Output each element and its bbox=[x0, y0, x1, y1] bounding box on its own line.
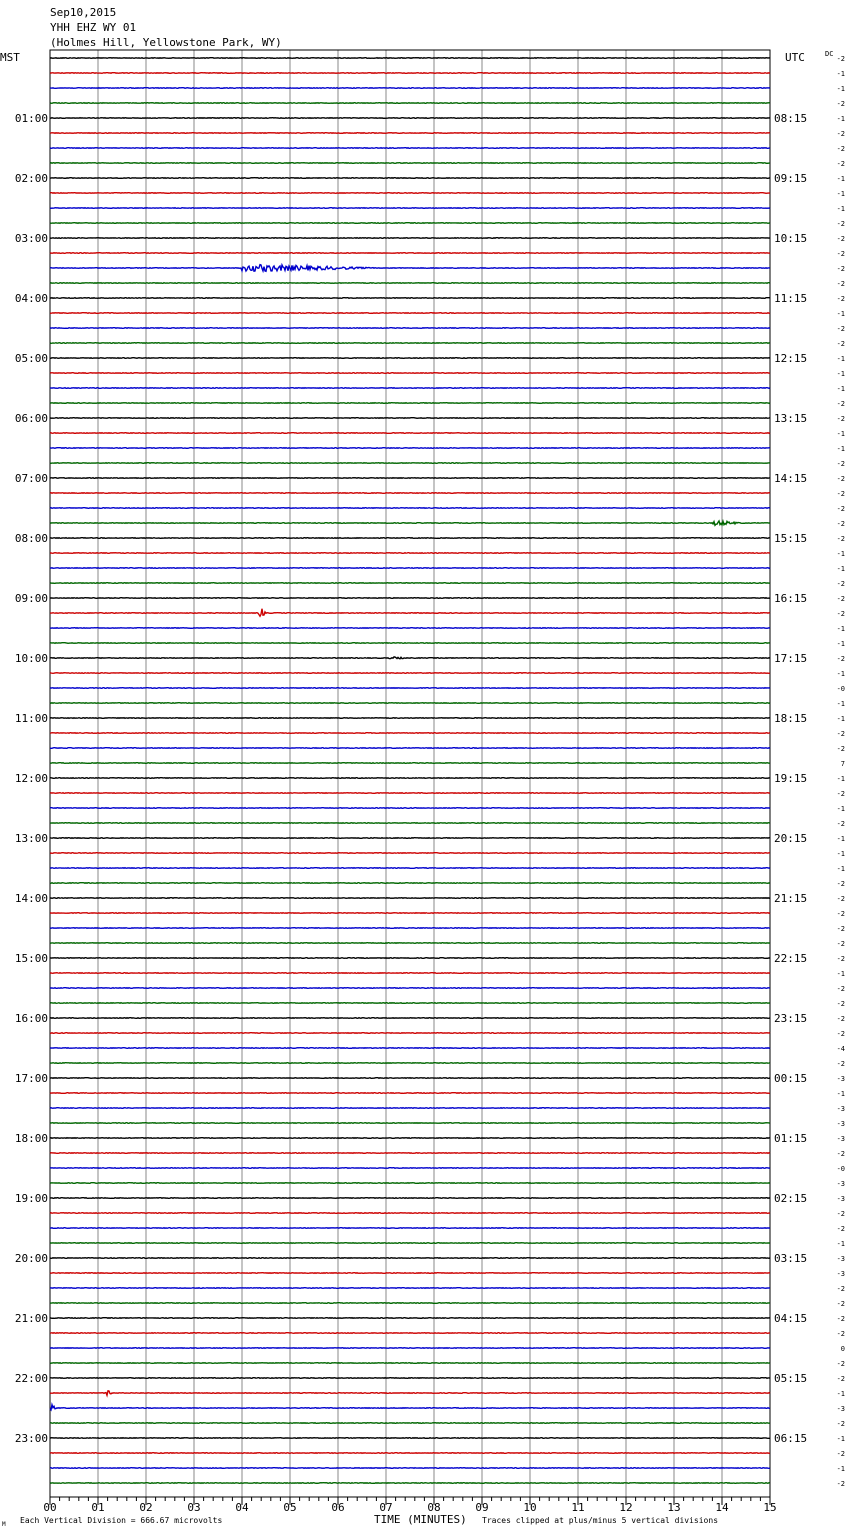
dc-offset-label: -2 bbox=[836, 340, 845, 348]
seismic-trace bbox=[50, 1288, 770, 1289]
dc-offset-label: -1 bbox=[836, 370, 845, 378]
utc-hour-label: 00:15 bbox=[774, 1072, 808, 1085]
utc-hour-label: 18:15 bbox=[774, 712, 808, 725]
x-tick-label: 03 bbox=[187, 1501, 201, 1514]
dc-offset-label: -2 bbox=[836, 100, 845, 108]
utc-hour-label: 02:15 bbox=[774, 1192, 808, 1205]
seismic-trace bbox=[50, 298, 770, 299]
seismic-trace bbox=[50, 403, 770, 404]
seismic-trace bbox=[50, 1228, 770, 1229]
dc-offset-label: -2 bbox=[836, 295, 845, 303]
dc-offset-label: -1 bbox=[836, 565, 845, 573]
dc-offset-label: -2 bbox=[836, 415, 845, 423]
dc-offset-label: -2 bbox=[836, 145, 845, 153]
seismic-trace bbox=[50, 148, 770, 149]
seismic-trace bbox=[50, 58, 770, 59]
utc-hour-label: 05:15 bbox=[774, 1372, 808, 1385]
seismic-trace bbox=[50, 538, 770, 539]
seismic-trace bbox=[50, 463, 770, 464]
seismic-trace bbox=[50, 703, 770, 704]
x-tick-label: 08 bbox=[427, 1501, 441, 1514]
dc-offset-label: -2 bbox=[836, 520, 845, 528]
utc-hour-label: 14:15 bbox=[774, 472, 808, 485]
mst-hour-label: 06:00 bbox=[14, 412, 48, 425]
seismic-trace bbox=[50, 103, 770, 104]
seismic-trace bbox=[50, 1003, 770, 1004]
seismic-trace bbox=[50, 433, 770, 434]
dc-offset-label: -2 bbox=[836, 325, 845, 333]
dc-offset-label: -1 bbox=[836, 385, 845, 393]
seismic-trace bbox=[50, 1108, 770, 1109]
dc-offset-label: -1 bbox=[836, 700, 845, 708]
mst-hour-label: 13:00 bbox=[14, 832, 48, 845]
dc-offset-label: -0 bbox=[836, 685, 845, 693]
seismic-trace bbox=[50, 1303, 770, 1304]
dc-offset-label: -3 bbox=[836, 1105, 845, 1113]
dc-offset-label: -1 bbox=[836, 430, 845, 438]
seismic-trace bbox=[50, 583, 770, 584]
dc-offset-label: -2 bbox=[836, 610, 845, 618]
dc-offset-label: -1 bbox=[836, 115, 845, 123]
mst-hour-label: 17:00 bbox=[14, 1072, 48, 1085]
mst-hour-label: 15:00 bbox=[14, 952, 48, 965]
dc-offset-label: -2 bbox=[836, 130, 845, 138]
x-axis-label: TIME (MINUTES) bbox=[374, 1513, 467, 1526]
dc-offset-label: -1 bbox=[836, 355, 845, 363]
seismic-trace bbox=[50, 1048, 770, 1049]
seismic-trace bbox=[50, 733, 770, 734]
seismic-trace bbox=[50, 628, 770, 629]
seismic-trace bbox=[50, 1258, 770, 1259]
dc-offset-label: -1 bbox=[836, 970, 845, 978]
seismic-trace bbox=[50, 988, 770, 989]
utc-hour-label: 21:15 bbox=[774, 892, 808, 905]
mst-hour-label: 19:00 bbox=[14, 1192, 48, 1205]
dc-offset-label: -1 bbox=[836, 310, 845, 318]
seismic-trace bbox=[50, 1138, 770, 1139]
dc-offset-label: -2 bbox=[836, 280, 845, 288]
dc-offset-label: -1 bbox=[836, 205, 845, 213]
dc-offset-label: -2 bbox=[836, 1420, 845, 1428]
seismic-trace bbox=[50, 898, 770, 899]
x-tick-label: 01 bbox=[91, 1501, 105, 1514]
dc-offset-label: -2 bbox=[836, 730, 845, 738]
scale-note: Each Vertical Division = 666.67 microvolts bbox=[20, 1516, 223, 1525]
x-tick-label: 04 bbox=[235, 1501, 249, 1514]
dc-offset-label: -1 bbox=[836, 1390, 845, 1398]
dc-offset-label: -2 bbox=[836, 1150, 845, 1158]
seismic-trace bbox=[50, 673, 770, 674]
dc-offset-label: -1 bbox=[836, 70, 845, 78]
dc-offset-label: -1 bbox=[836, 1435, 845, 1443]
x-tick-label: 12 bbox=[619, 1501, 633, 1514]
seismic-trace bbox=[50, 478, 770, 479]
utc-hour-label: 17:15 bbox=[774, 652, 808, 665]
seismic-trace bbox=[50, 238, 770, 239]
dc-offset-label: -2 bbox=[836, 1300, 845, 1308]
mst-hour-label: 08:00 bbox=[14, 532, 48, 545]
dc-offset-label: -2 bbox=[836, 655, 845, 663]
seismic-trace bbox=[50, 1378, 770, 1379]
dc-offset-label: -3 bbox=[836, 1120, 845, 1128]
dc-offset-label: 0 bbox=[840, 1345, 845, 1353]
dc-offset-label: -1 bbox=[836, 835, 845, 843]
seismic-trace bbox=[50, 718, 770, 719]
dc-offset-label: -2 bbox=[836, 220, 845, 228]
seismic-trace bbox=[50, 1273, 770, 1274]
utc-hour-label: 10:15 bbox=[774, 232, 808, 245]
seismic-trace bbox=[50, 1063, 770, 1064]
dc-offset-label: -2 bbox=[836, 1030, 845, 1038]
dc-offset-heading: DC bbox=[825, 50, 834, 58]
header-station: YHH EHZ WY 01 bbox=[50, 21, 137, 34]
seismic-trace bbox=[50, 133, 770, 134]
dc-offset-label: 7 bbox=[840, 760, 845, 768]
seismic-trace bbox=[50, 418, 770, 419]
dc-offset-label: -2 bbox=[836, 580, 845, 588]
seismic-trace bbox=[50, 358, 770, 359]
seismic-trace bbox=[50, 643, 770, 644]
dc-offset-label: -3 bbox=[836, 1255, 845, 1263]
mst-hour-label: 01:00 bbox=[14, 112, 48, 125]
dc-offset-label: -2 bbox=[836, 160, 845, 168]
dc-offset-label: -1 bbox=[836, 445, 845, 453]
seismic-trace bbox=[50, 958, 770, 959]
seismic-trace bbox=[50, 1168, 770, 1169]
mst-hour-label: 20:00 bbox=[14, 1252, 48, 1265]
utc-hour-label: 22:15 bbox=[774, 952, 808, 965]
dc-offset-label: -1 bbox=[836, 550, 845, 558]
seismic-trace bbox=[50, 823, 770, 824]
corner-mark: M bbox=[2, 1521, 6, 1528]
dc-offset-label: -3 bbox=[836, 1195, 845, 1203]
dc-offset-label: -0 bbox=[836, 1165, 845, 1173]
dc-offset-label: -1 bbox=[836, 1090, 845, 1098]
dc-offset-label: -2 bbox=[836, 250, 845, 258]
dc-offset-label: -2 bbox=[836, 490, 845, 498]
dc-offset-label: -2 bbox=[836, 880, 845, 888]
seismic-trace bbox=[50, 778, 770, 779]
seismic-trace bbox=[50, 448, 770, 449]
x-tick-label: 10 bbox=[523, 1501, 537, 1514]
dc-offset-label: -2 bbox=[836, 925, 845, 933]
dc-offset-label: -1 bbox=[836, 640, 845, 648]
utc-hour-label: 23:15 bbox=[774, 1012, 808, 1025]
dc-offset-label: -1 bbox=[836, 775, 845, 783]
dc-offset-label: -2 bbox=[836, 940, 845, 948]
seismic-trace bbox=[50, 928, 770, 929]
seismic-trace bbox=[50, 688, 770, 689]
dc-offset-label: -2 bbox=[836, 1000, 845, 1008]
seismic-trace bbox=[50, 1483, 770, 1484]
mst-hour-label: 18:00 bbox=[14, 1132, 48, 1145]
trace-layer bbox=[50, 58, 770, 1484]
mst-hour-label: 23:00 bbox=[14, 1432, 48, 1445]
dc-offset-label: -2 bbox=[836, 1315, 845, 1323]
dc-offset-label: -1 bbox=[836, 625, 845, 633]
mst-hour-label: 04:00 bbox=[14, 292, 48, 305]
utc-hour-label: 13:15 bbox=[774, 412, 808, 425]
mst-hour-label: 16:00 bbox=[14, 1012, 48, 1025]
header-location: (Holmes Hill, Yellowstone Park, WY) bbox=[50, 36, 282, 49]
seismic-trace bbox=[50, 793, 770, 794]
seismic-trace bbox=[50, 913, 770, 914]
seismic-trace bbox=[50, 1468, 770, 1469]
utc-hour-label: 09:15 bbox=[774, 172, 808, 185]
dc-offset-label: -2 bbox=[836, 1015, 845, 1023]
seismic-trace bbox=[50, 193, 770, 194]
dc-offset-label: -2 bbox=[836, 55, 845, 63]
seismic-trace bbox=[50, 568, 770, 569]
seismic-trace bbox=[50, 883, 770, 884]
seismic-trace bbox=[50, 1391, 770, 1396]
dc-offset-label: -1 bbox=[836, 715, 845, 723]
utc-hour-label: 15:15 bbox=[774, 532, 808, 545]
utc-hour-label: 01:15 bbox=[774, 1132, 808, 1145]
dc-offset-label: -1 bbox=[836, 175, 845, 183]
dc-offset-label: -2 bbox=[836, 460, 845, 468]
seismic-trace bbox=[50, 1333, 770, 1334]
seismic-trace bbox=[50, 1405, 770, 1410]
seismic-trace bbox=[50, 1183, 770, 1184]
dc-offset-label: -1 bbox=[836, 1465, 845, 1473]
seismic-trace bbox=[50, 943, 770, 944]
dc-offset-label: -2 bbox=[836, 985, 845, 993]
header-date: Sep10,2015 bbox=[50, 6, 117, 19]
mst-hour-label: 12:00 bbox=[14, 772, 48, 785]
seismic-trace bbox=[50, 521, 770, 525]
dc-offset-label: -2 bbox=[836, 910, 845, 918]
seismic-trace bbox=[50, 598, 770, 599]
seismic-trace bbox=[50, 1453, 770, 1454]
dc-offset-label: -2 bbox=[836, 1225, 845, 1233]
seismic-trace bbox=[50, 118, 770, 119]
dc-offset-label: -2 bbox=[836, 1450, 845, 1458]
utc-hour-label: 04:15 bbox=[774, 1312, 808, 1325]
seismic-trace bbox=[50, 748, 770, 749]
seismic-trace bbox=[50, 1423, 770, 1424]
seismic-trace bbox=[50, 328, 770, 329]
x-tick-label: 05 bbox=[283, 1501, 297, 1514]
seismic-trace bbox=[50, 763, 770, 764]
seismic-trace bbox=[50, 1318, 770, 1319]
dc-offset-label: -2 bbox=[836, 535, 845, 543]
dc-offset-label: -1 bbox=[836, 865, 845, 873]
seismic-trace bbox=[50, 208, 770, 209]
dc-offset-label: -2 bbox=[836, 1210, 845, 1218]
utc-hour-label: 11:15 bbox=[774, 292, 808, 305]
dc-offset-label: -2 bbox=[836, 1330, 845, 1338]
x-tick-label: 09 bbox=[475, 1501, 489, 1514]
dc-offset-label: -2 bbox=[836, 895, 845, 903]
mst-hour-label: 10:00 bbox=[14, 652, 48, 665]
utc-hour-label: 08:15 bbox=[774, 112, 808, 125]
dc-offset-label: -2 bbox=[836, 745, 845, 753]
seismic-trace bbox=[50, 253, 770, 254]
mst-hour-label: 21:00 bbox=[14, 1312, 48, 1325]
seismic-trace bbox=[50, 853, 770, 854]
x-tick-label: 11 bbox=[571, 1501, 585, 1514]
seismic-trace bbox=[50, 838, 770, 839]
mst-hour-label: 11:00 bbox=[14, 712, 48, 725]
utc-hour-label: 03:15 bbox=[774, 1252, 808, 1265]
seismic-trace bbox=[50, 373, 770, 374]
seismic-trace bbox=[50, 609, 770, 617]
seismic-trace bbox=[50, 265, 770, 272]
seismic-trace bbox=[50, 1033, 770, 1034]
dc-offset-label: -2 bbox=[836, 820, 845, 828]
seismic-trace bbox=[50, 493, 770, 494]
utc-hour-label: 16:15 bbox=[774, 592, 808, 605]
seismic-trace bbox=[50, 343, 770, 344]
seismic-trace bbox=[50, 1078, 770, 1079]
seismic-trace bbox=[50, 508, 770, 509]
seismic-trace bbox=[50, 178, 770, 179]
x-tick-label: 00 bbox=[43, 1501, 57, 1514]
dc-offset-label: -3 bbox=[836, 1405, 845, 1413]
dc-offset-label: -2 bbox=[836, 1375, 845, 1383]
dc-offset-label: -1 bbox=[836, 1240, 845, 1248]
x-tick-label: 13 bbox=[667, 1501, 681, 1514]
seismic-trace bbox=[50, 868, 770, 869]
dc-offset-label: -2 bbox=[836, 475, 845, 483]
utc-hour-label: 12:15 bbox=[774, 352, 808, 365]
dc-offset-label: -1 bbox=[836, 85, 845, 93]
dc-offset-label: -2 bbox=[836, 400, 845, 408]
seismic-trace bbox=[50, 1348, 770, 1349]
dc-offset-label: -2 bbox=[836, 1480, 845, 1488]
label-layer bbox=[15, 55, 845, 1514]
dc-offset-label: -2 bbox=[836, 1360, 845, 1368]
x-tick-label: 15 bbox=[763, 1501, 777, 1514]
left-timezone-label: MST bbox=[0, 51, 20, 64]
seismic-trace bbox=[50, 973, 770, 974]
dc-offset-label: -2 bbox=[836, 595, 845, 603]
mst-hour-label: 05:00 bbox=[14, 352, 48, 365]
dc-offset-label: -2 bbox=[836, 790, 845, 798]
utc-hour-label: 06:15 bbox=[774, 1432, 808, 1445]
seismic-trace bbox=[50, 1213, 770, 1214]
seismic-trace bbox=[50, 1438, 770, 1439]
seismic-trace bbox=[50, 283, 770, 284]
dc-offset-label: -1 bbox=[836, 670, 845, 678]
utc-hour-label: 20:15 bbox=[774, 832, 808, 845]
mst-hour-label: 02:00 bbox=[14, 172, 48, 185]
seismic-trace bbox=[50, 163, 770, 164]
x-tick-label: 07 bbox=[379, 1501, 393, 1514]
utc-hour-label: 19:15 bbox=[774, 772, 808, 785]
dc-offset-label: -1 bbox=[836, 190, 845, 198]
seismic-trace bbox=[50, 1243, 770, 1244]
mst-hour-label: 22:00 bbox=[14, 1372, 48, 1385]
seismic-trace bbox=[50, 1123, 770, 1124]
dc-offset-label: -1 bbox=[836, 805, 845, 813]
dc-offset-label: -2 bbox=[836, 1060, 845, 1068]
seismic-trace bbox=[50, 1363, 770, 1364]
dc-offset-label: -3 bbox=[836, 1075, 845, 1083]
seismic-trace bbox=[50, 73, 770, 74]
x-tick-label: 14 bbox=[715, 1501, 729, 1514]
dc-offset-label: -3 bbox=[836, 1180, 845, 1188]
dc-offset-label: -2 bbox=[836, 505, 845, 513]
seismic-trace bbox=[50, 1093, 770, 1094]
plot-frame bbox=[50, 50, 770, 1497]
seismic-trace bbox=[50, 313, 770, 314]
dc-offset-label: -1 bbox=[836, 850, 845, 858]
dc-offset-label: -2 bbox=[836, 265, 845, 273]
dc-offset-label: -2 bbox=[836, 235, 845, 243]
seismic-trace bbox=[50, 1018, 770, 1019]
seismic-trace bbox=[50, 657, 770, 659]
dc-offset-label: -4 bbox=[836, 1045, 845, 1053]
clip-note: Traces clipped at plus/minus 5 vertical divisions bbox=[482, 1516, 719, 1525]
dc-offset-label: -3 bbox=[836, 1270, 845, 1278]
mst-hour-label: 03:00 bbox=[14, 232, 48, 245]
seismic-trace bbox=[50, 223, 770, 224]
x-tick-label: 06 bbox=[331, 1501, 345, 1514]
mst-hour-label: 14:00 bbox=[14, 892, 48, 905]
dc-offset-label: -2 bbox=[836, 1285, 845, 1293]
dc-offset-label: -3 bbox=[836, 1135, 845, 1143]
mst-hour-label: 09:00 bbox=[14, 592, 48, 605]
x-tick-label: 02 bbox=[139, 1501, 153, 1514]
seismic-trace bbox=[50, 553, 770, 554]
seismic-trace bbox=[50, 1153, 770, 1154]
seismic-trace bbox=[50, 388, 770, 389]
seismic-trace bbox=[50, 1198, 770, 1199]
right-timezone-label: UTC bbox=[785, 51, 805, 64]
seismic-trace bbox=[50, 88, 770, 89]
mst-hour-label: 07:00 bbox=[14, 472, 48, 485]
dc-offset-label: -2 bbox=[836, 955, 845, 963]
seismic-trace bbox=[50, 808, 770, 809]
